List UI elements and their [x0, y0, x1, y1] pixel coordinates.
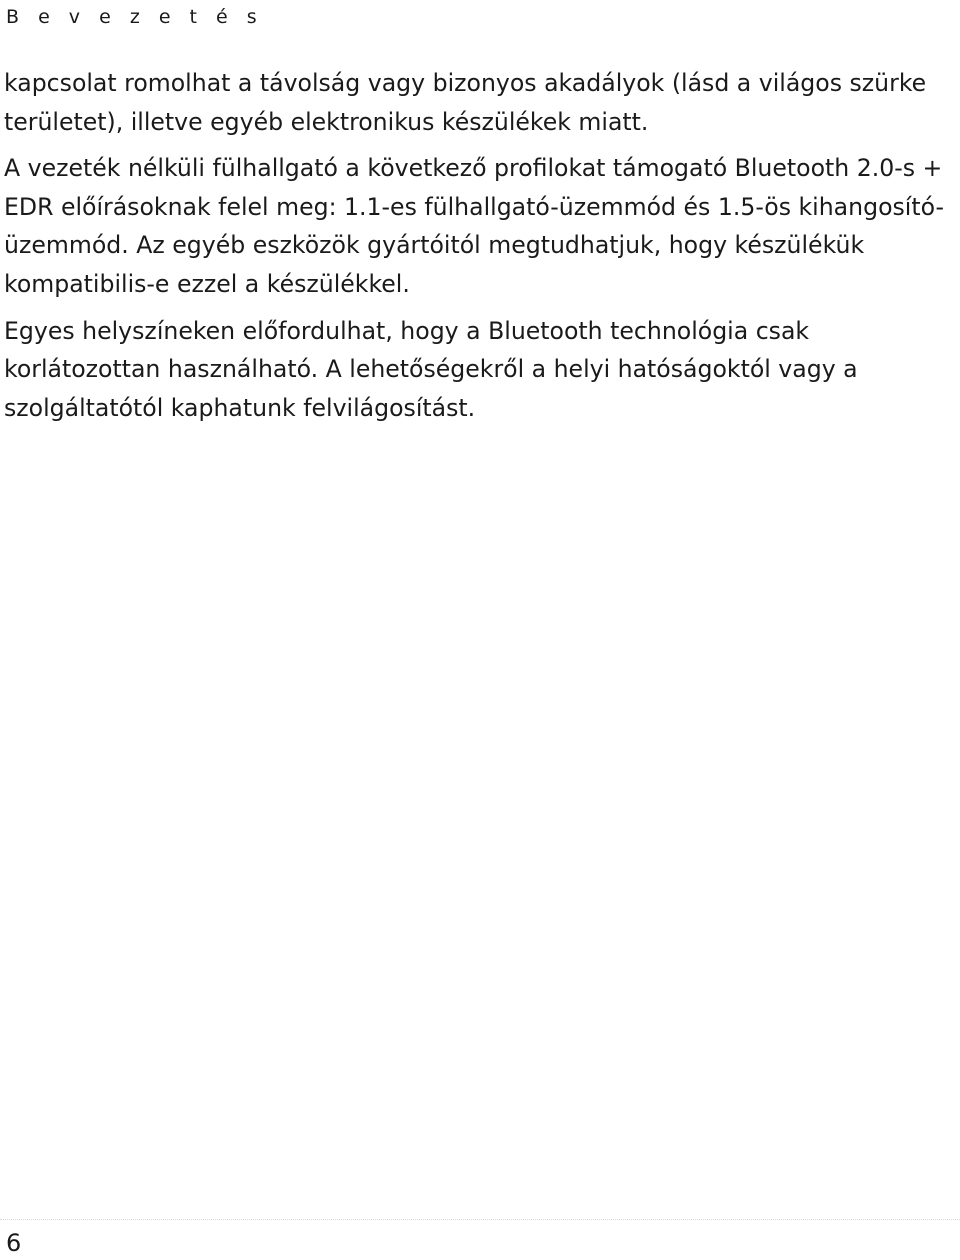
paragraph-local-restrictions: Egyes helyszíneken előfordulhat, hogy a Bluetooth technológia csak korlátozottan használható. A lehetőségekről a helyi hatóságoktól vagy a szolgáltatótól kaphatunk felvilágosítást. [4, 316, 858, 422]
paragraph-signal-interference: kapcsolat romolhat a távolság vagy bizonyos akadályok (lásd a világos szürke területet), illetve egyéb elektronikus készülékek miatt. [4, 69, 927, 136]
document-body [4, 64, 956, 435]
page-edge-divider [0, 1219, 960, 1220]
running-header: B e v e z e t é s [6, 6, 264, 28]
page-number: 6 [6, 1229, 22, 1257]
paragraph-bluetooth-profiles: A vezeték nélküli fülhallgató a következő profilokat támogató Bluetooth 2.0-s + EDR előírásoknak felel meg: 1.1-es fülhallgató-üzemmód és 1.5-ös kihangosító-üzemmód. Az egyéb eszközök gyártóitól megtudhatjuk, hogy készülékük kompatibilis-e ezzel a készülékkel. [4, 154, 944, 298]
